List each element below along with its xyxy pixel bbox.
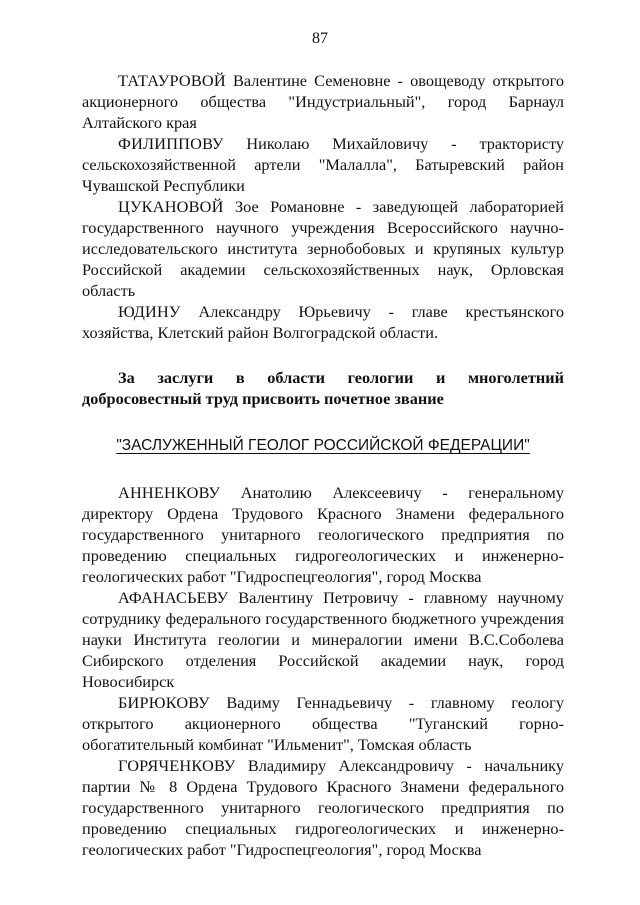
award-entry xyxy=(82,482,564,587)
awardee-details: Вадиму Геннадьевичу - главному геологу открытого акционерного общества "Туганский горно-обогатительный комбинат "Ильменит", Томская область xyxy=(82,693,564,754)
awardee-name: ЦУКАНОВОЙ xyxy=(118,197,224,216)
awardee-name: ГОРЯЧЕНКОВУ xyxy=(118,756,236,775)
awardee-name: БИРЮКОВУ xyxy=(118,693,210,712)
award-entry xyxy=(82,133,564,196)
page-number: 87 xyxy=(312,30,328,47)
decree-statement: За заслуги в области геологии и многолетний добросовестный труд присвоить почетное звание xyxy=(82,368,564,408)
award-entry xyxy=(82,755,564,860)
awardee-details: Анатолию Алексеевичу - генеральному директору Ордена Трудового Красного Знамени федерального государственного унитарного геологического предприятия по проведению специальных гидрогеологических и инженерно-геологических работ "Гидроспецгеология", город Москва xyxy=(82,483,564,586)
award-entry xyxy=(82,70,564,133)
award-entry xyxy=(82,301,564,343)
awardee-details: Александру Юрьевичу - главе крестьянского хозяйства, Клетский район Волгоградской области. xyxy=(82,302,564,342)
awardee-name: АННЕНКОВУ xyxy=(118,483,221,502)
awardee-name: АФАНАСЬЕВУ xyxy=(118,588,229,607)
document-body xyxy=(82,70,564,860)
awards-list-bottom xyxy=(82,482,564,860)
awardee-name: ЮДИНУ xyxy=(118,302,181,321)
awardee-name: ФИЛИППОВУ xyxy=(118,134,224,153)
award-entry xyxy=(82,587,564,692)
awardee-details: Николаю Михайловичу - трактористу сельскохозяйственной артели "Малалла", Батыревский район Чувашской Республики xyxy=(82,134,564,195)
awardee-details: Зое Романовне - заведующей лабораторией государственного научного учреждения Всероссийского научно-исследовательского института зернобобовых и крупяных культур Российской академии сельскохозяйственных наук, Орловская область xyxy=(82,197,564,300)
honorary-title-text: "ЗАСЛУЖЕННЫЙ ГЕОЛОГ РОССИЙСКОЙ ФЕДЕРАЦИИ" xyxy=(116,437,530,454)
awardee-details: Владимиру Александровичу - начальнику партии № 8 Ордена Трудового Красного Знамени федерального государственного унитарного геологического предприятия по проведению специальных гидрогеологических и инженерно-геологических работ "Гидроспецгеология", город Москва xyxy=(82,756,564,859)
awardee-details: Валентине Семеновне - овощеводу открытого акционерного общества "Индустриальный", город Барнаул Алтайского края xyxy=(82,71,564,132)
award-entry xyxy=(82,692,564,755)
awardee-name: ТАТАУРОВОЙ xyxy=(118,71,226,90)
award-entry xyxy=(82,196,564,301)
awardee-details: Валентину Петровичу - главному научному сотруднику федерального государственного бюджетного учреждения науки Института геологии и минералогии имени В.С.Соболева Сибирского отделения Российской академии наук, город Новосибирск xyxy=(82,588,564,691)
awards-list-top xyxy=(82,70,564,343)
honorary-title xyxy=(82,435,564,456)
